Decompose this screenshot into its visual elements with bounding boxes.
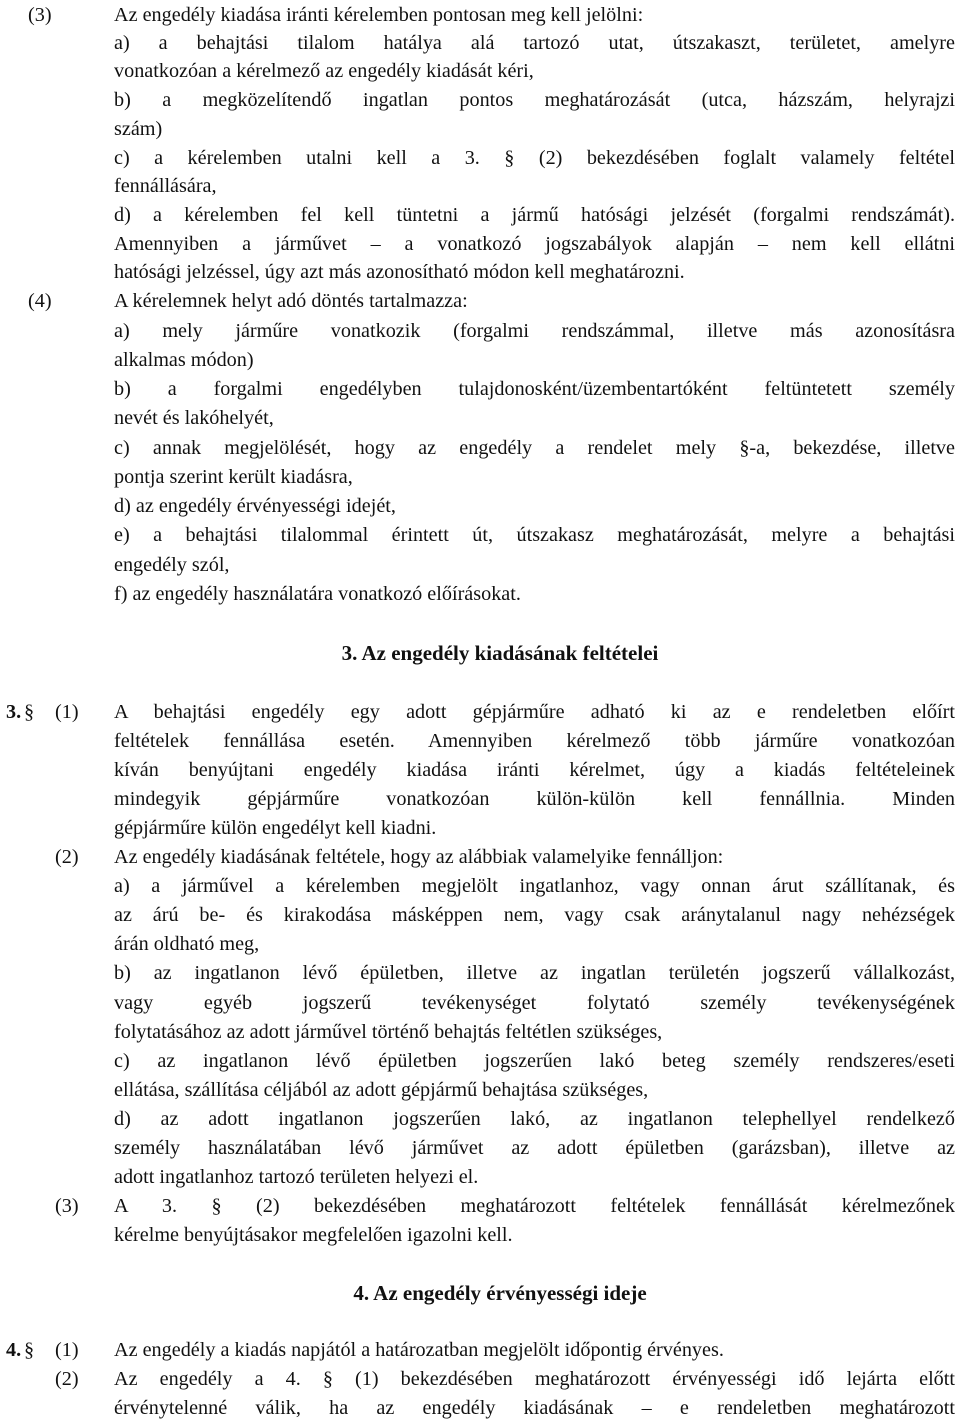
text-line: f) az engedély használatára vonatkozó előírásokat. [114,583,521,605]
text-line: d) az adott ingatlanon jogszerűen lakó, az ingatlanon telephellyel rendelkező [114,1108,955,1130]
text-line: engedély szól, [114,554,230,576]
text-line: kíván benyújtani engedély kiadása iránti kérelmet, úgy a kiadás feltételeinek [114,759,955,781]
text-line: A 3. § (2) bekezdésében meghatározott feltételek fennállását kérelmezőnek [114,1195,955,1217]
text-line: Az engedély kiadása iránti kérelemben pontosan meg kell jelölni: [114,4,644,26]
text-line: c) annak megjelölését, hogy az engedély a rendelet mely §-a, bekezdése, illetve [114,437,955,459]
section-heading: 4. Az engedély érvényességi ideje [353,1281,647,1305]
text-line: vonatkozóan a kérelmező az engedély kiadását kéri, [114,60,534,82]
text-line: a) a járművel a kérelemben megjelölt ingatlanhoz, vagy onnan árut szállítanak, és [114,875,955,897]
text-line: d) a kérelemben fel kell tüntetni a jármű hatósági jelzését (forgalmi rendszámát). [114,204,955,226]
paragraph-number: (2) [55,846,79,868]
text-line: személy használatában lévő járművet az adott épületben (garázsban), illetve az [114,1137,955,1159]
text-line: d) az engedély érvényességi idejét, [114,495,396,517]
paragraph-number: (1) [55,701,79,723]
text-line: Amennyiben a járművet – a vonatkozó jogszabályok alapján – nem kell ellátni [114,233,955,255]
text-line: a) mely járműre vonatkozik (forgalmi rendszámmal, illetve más azonosításra [114,320,955,342]
paragraph-number: (4) [28,290,52,312]
text-line: e) a behajtási tilalommal érintett út, útszakasz meghatározását, melyre a behajtási [114,524,955,546]
section-heading: 3. Az engedély kiadásának feltételei [341,641,659,665]
text-line: b) a forgalmi engedélyben tulajdonosként/üzembentartóként feltüntetett személy [114,378,955,400]
text-line: c) az ingatlanon lévő épületben jogszerűen lakó beteg személy rendszeres/eseti [114,1050,955,1072]
text-line: nevét és lakóhelyét, [114,407,274,429]
text-line: adott ingatlanhoz tartozó területen helyezi el. [114,1166,479,1188]
text-line: gépjárműre külön engedélyt kell kiadni. [114,817,437,839]
text-line: árán oldható meg, [114,933,260,955]
section-symbol: § [24,701,35,723]
text-line: feltételek fennállása esetén. Amennyiben kérelmező több járműre vonatkozóan [114,730,955,752]
text-line: az árú be- és kirakodása másképpen nem, vagy csak aránytalanul nagy nehézségek [114,904,955,926]
text-line: Az engedély kiadásának feltétele, hogy az alábbiak valamelyike fennálljon: [114,846,724,868]
paragraph-number: (2) [55,1368,79,1390]
section-symbol: § [24,1339,35,1361]
text-line: folytatásához az adott járművel történő behajtás feltétlen szükséges, [114,1021,663,1043]
text-line: szám) [114,118,163,140]
text-line: vagy egyéb jogszerű tevékenységet folytató személy tevékenységének [114,992,955,1014]
text-line: b) a megközelítendő ingatlan pontos meghatározását (utca, házszám, helyrajzi [114,89,955,111]
text-line: Az engedély a 4. § (1) bekezdésében meghatározott érvényességi idő lejárta előtt [114,1368,955,1390]
text-line: érvénytelenné válik, ha az engedély kiadásának – e rendeletben meghatározott [114,1397,955,1419]
text-line: A kérelemnek helyt adó döntés tartalmazza: [114,290,468,312]
text-line: alkalmas módon) [114,349,254,371]
text-line: b) az ingatlanon lévő épületben, illetve az ingatlan területén jogszerű vállalkozást, [114,962,955,984]
text-line: pontja szerint került kiadásra, [114,466,353,488]
text-line: A behajtási engedély egy adott gépjárműre adható ki az e rendeletben előírt [114,701,955,723]
section-number: 3. [6,701,22,723]
paragraph-number: (3) [55,1195,79,1217]
text-line: Az engedély a kiadás napjától a határozatban megjelölt időpontig érvényes. [114,1339,724,1361]
text-line: ellátása, szállítása céljából az adott gépjármű behajtása szükséges, [114,1079,649,1101]
text-line: hatósági jelzéssel, úgy azt más azonosítható módon kell meghatározni. [114,261,685,283]
paragraph-number: (3) [28,4,52,26]
section-number: 4. [6,1339,22,1361]
text-line: a) a behajtási tilalom hatálya alá tartozó utat, útszakaszt, területet, amelyre [114,32,955,54]
text-line: c) a kérelemben utalni kell a 3. § (2) bekezdésében foglalt valamely feltétel [114,147,955,169]
text-line: fennállására, [114,175,217,197]
paragraph-number: (1) [55,1339,79,1361]
text-line: mindegyik gépjárműre vonatkozóan külön-külön kell fennállnia. Minden [114,788,955,810]
text-line: kérelme benyújtásakor megfelelően igazolni kell. [114,1224,513,1246]
